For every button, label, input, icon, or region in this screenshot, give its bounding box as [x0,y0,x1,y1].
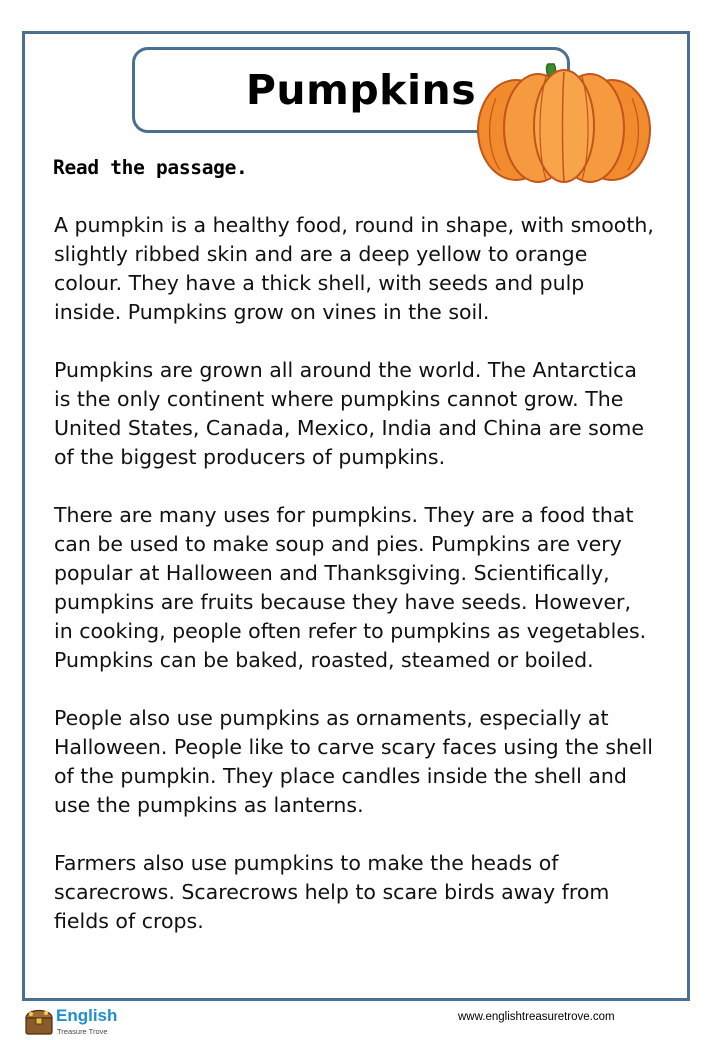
page-title: Pumpkins [245,66,477,114]
passage [54,211,654,965]
pumpkin-icon [476,62,652,186]
paragraph-2: Pumpkins are grown all around the world. The Antarctica is the only continent where pumpkins cannot grow. The United States, Canada, Mexico, India and China are some of the biggest producers of pumpkins. [54,358,644,469]
paragraph-5: Farmers also use pumpkins to make the heads of scarecrows. Scarecrows help to scare birds away from fields of crops. [54,851,610,933]
instruction-text: Read the passage. [53,156,248,179]
footer-website-url[interactable]: www.englishtreasuretrove.com [458,1011,615,1023]
logo-wordmark: English [56,1006,118,1025]
paragraph-3: There are many uses for pumpkins. They are a food that can be used to make soup and pies. Pumpkins are very popular at Halloween and Thanksgiving. Scientifically, pumpkins are fruits because they have seeds. However, in cooking, people often refer to pumpkins as vegetables. Pumpkins can be baked, roasted, steamed or boiled. [54,503,647,672]
paragraph-4: People also use pumpkins as ornaments, especially at Halloween. People like to carve scary faces using the shell of the pumpkin. They place candles inside the shell and use the pumpkins as lanterns. [54,706,654,817]
logo-subtitle: Treasure Trove [57,1027,108,1036]
paragraph-1: A pumpkin is a healthy food, round in shape, with smooth, slightly ribbed skin and are a deep yellow to orange colour. They have a thick shell, with seeds and pulp inside. Pumpkins grow on vines in the soil. [54,213,654,324]
